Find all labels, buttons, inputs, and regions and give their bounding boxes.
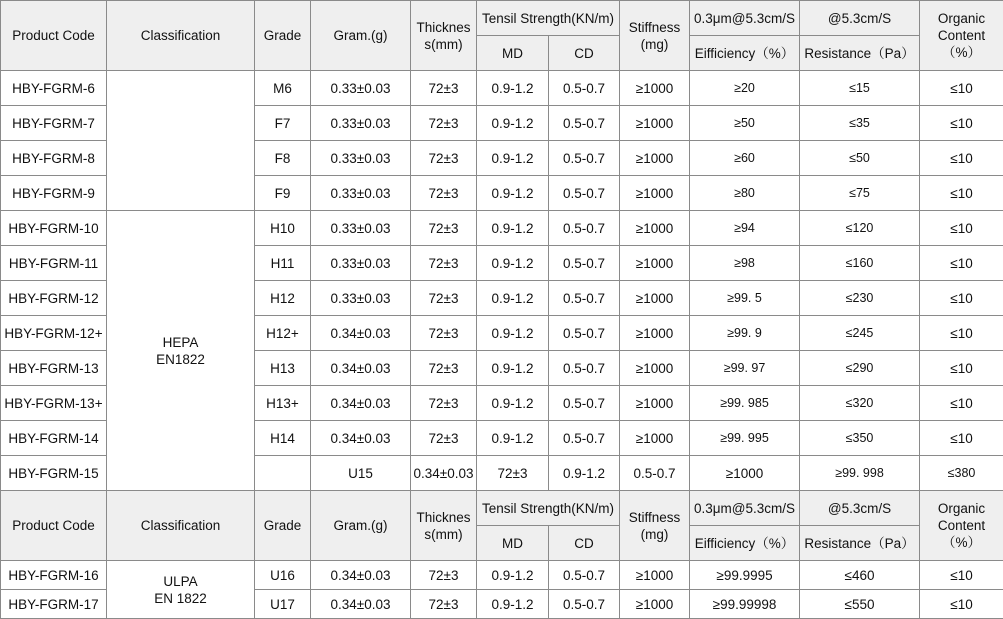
cell-cd: 0.5-0.7 <box>549 281 620 316</box>
cell-cd: 0.5-0.7 <box>549 106 620 141</box>
cell-cd: 0.5-0.7 <box>549 590 620 619</box>
cell-efficiency: ≥99. 995 <box>690 421 800 456</box>
cell-gram: 0.34±0.03 <box>311 351 411 386</box>
header-organic-line3: （%） <box>942 535 982 550</box>
cell-thickness: 72±3 <box>411 246 477 281</box>
header-stiffness-line2: (mg) <box>640 526 669 542</box>
header-organic-content <box>920 1 1003 71</box>
header-organic-line3: （%） <box>942 45 982 60</box>
cell-resistance: ≤245 <box>800 316 920 351</box>
cell-grade: F8 <box>255 141 311 176</box>
header-grade: Grade <box>255 491 311 561</box>
cell-stiffness: ≥1000 <box>620 71 690 106</box>
cell-md: 0.9-1.2 <box>477 561 549 590</box>
header-row-top-repeat <box>1 491 1003 526</box>
cell-resistance: ≤380 <box>920 456 1003 491</box>
header-efficiency-condition: 0.3μm@5.3cm/S <box>690 1 800 36</box>
cell-organic: ≤10 <box>920 316 1003 351</box>
cell-efficiency: ≥94 <box>690 211 800 246</box>
cell-stiffness: ≥1000 <box>620 421 690 456</box>
cell-md: 0.9-1.2 <box>477 71 549 106</box>
cell-md: 0.9-1.2 <box>477 246 549 281</box>
cell-resistance: ≤35 <box>800 106 920 141</box>
cell-classification-ulpa <box>107 561 255 619</box>
cell-stiffness: ≥1000 <box>620 561 690 590</box>
header-gram: Gram.(g) <box>311 1 411 71</box>
header-organic-content <box>920 491 1003 561</box>
cell-efficiency: ≥98 <box>690 246 800 281</box>
cell-grade: H13+ <box>255 386 311 421</box>
cell-product-code: HBY-FGRM-17 <box>1 590 107 619</box>
cell-cd: 0.5-0.7 <box>549 561 620 590</box>
cell-efficiency: ≥80 <box>690 176 800 211</box>
classification-ulpa-line1: ULPA <box>163 573 198 589</box>
cell-thickness: 72±3 <box>411 316 477 351</box>
cell-product-code: HBY-FGRM-13+ <box>1 386 107 421</box>
cell-efficiency: ≥99. 9 <box>690 316 800 351</box>
header-efficiency: Eifficiency（%） <box>690 36 800 71</box>
cell-efficiency: ≥99.9995 <box>690 561 800 590</box>
cell-resistance: ≤550 <box>800 590 920 619</box>
cell-efficiency: ≥20 <box>690 71 800 106</box>
cell-gram: 0.33±0.03 <box>311 246 411 281</box>
cell-resistance: ≤160 <box>800 246 920 281</box>
cell-classification-empty <box>255 456 311 491</box>
header-efficiency: Eifficiency（%） <box>690 526 800 561</box>
cell-gram: 0.34±0.03 <box>311 386 411 421</box>
cell-md: 0.9-1.2 <box>477 590 549 619</box>
header-resistance: Resistance（Pa） <box>800 36 920 71</box>
cell-classification-empty <box>107 71 255 211</box>
cell-organic: ≤10 <box>920 386 1003 421</box>
cell-thickness: 72±3 <box>411 590 477 619</box>
cell-stiffness: ≥1000 <box>690 456 800 491</box>
classification-hepa-line1: HEPA <box>162 334 199 350</box>
header-thickness-line1: Thicknes <box>416 19 471 35</box>
cell-gram: 0.34±0.03 <box>311 421 411 456</box>
header-resistance: Resistance（Pa） <box>800 526 920 561</box>
cell-thickness: 72±3 <box>411 421 477 456</box>
header-classification: Classification <box>107 1 255 71</box>
cell-organic: ≤10 <box>920 176 1003 211</box>
cell-stiffness: ≥1000 <box>620 316 690 351</box>
header-thickness <box>411 1 477 71</box>
cell-stiffness: ≥1000 <box>620 386 690 421</box>
cell-grade: M6 <box>255 71 311 106</box>
header-efficiency-condition: 0.3μm@5.3cm/S <box>690 491 800 526</box>
header-stiffness-line1: Stiffness <box>628 19 681 35</box>
cell-thickness: 72±3 <box>411 71 477 106</box>
header-tensile-strength: Tensil Strength(KN/m) <box>477 491 620 526</box>
cell-efficiency: ≥60 <box>690 141 800 176</box>
cell-stiffness: ≥1000 <box>620 351 690 386</box>
cell-gram: 0.33±0.03 <box>311 141 411 176</box>
cell-resistance: ≤120 <box>800 211 920 246</box>
cell-cd: 0.5-0.7 <box>549 71 620 106</box>
classification-hepa-line2: EN1822 <box>156 351 205 367</box>
cell-gram: 0.34±0.03 <box>311 561 411 590</box>
cell-cd: 0.5-0.7 <box>620 456 690 491</box>
cell-grade: H10 <box>255 211 311 246</box>
cell-classification-hepa <box>107 211 255 491</box>
cell-cd: 0.5-0.7 <box>549 386 620 421</box>
cell-gram: 0.33±0.03 <box>311 281 411 316</box>
cell-grade: U17 <box>255 590 311 619</box>
cell-resistance: ≤50 <box>800 141 920 176</box>
header-organic-line2: Content <box>937 518 986 533</box>
cell-thickness: 72±3 <box>477 456 549 491</box>
cell-stiffness: ≥1000 <box>620 106 690 141</box>
cell-cd: 0.5-0.7 <box>549 211 620 246</box>
header-tensile-strength: Tensil Strength(KN/m) <box>477 1 620 36</box>
cell-md: 0.9-1.2 <box>477 386 549 421</box>
cell-grade: H11 <box>255 246 311 281</box>
cell-md: 0.9-1.2 <box>477 316 549 351</box>
header-resistance-condition: @5.3cm/S <box>800 1 920 36</box>
cell-gram: 0.33±0.03 <box>311 106 411 141</box>
cell-resistance: ≤350 <box>800 421 920 456</box>
header-cd: CD <box>549 526 620 561</box>
cell-thickness: 72±3 <box>411 281 477 316</box>
cell-md: 0.9-1.2 <box>477 281 549 316</box>
header-classification: Classification <box>107 491 255 561</box>
cell-organic: ≤10 <box>920 71 1003 106</box>
cell-stiffness: ≥1000 <box>620 590 690 619</box>
header-product-code: Product Code <box>1 1 107 71</box>
header-row-top <box>1 1 1003 36</box>
cell-gram: 0.33±0.03 <box>311 176 411 211</box>
cell-grade: U16 <box>255 561 311 590</box>
cell-md: 0.9-1.2 <box>549 456 620 491</box>
cell-resistance: ≤75 <box>800 176 920 211</box>
header-resistance-condition: @5.3cm/S <box>800 491 920 526</box>
header-stiffness-line2: (mg) <box>640 36 669 52</box>
cell-product-code: HBY-FGRM-12 <box>1 281 107 316</box>
cell-grade: H12+ <box>255 316 311 351</box>
cell-md: 0.9-1.2 <box>477 351 549 386</box>
cell-thickness: 72±3 <box>411 176 477 211</box>
header-thickness-line2: s(mm) <box>424 526 463 542</box>
cell-stiffness: ≥1000 <box>620 246 690 281</box>
header-organic-line1: Organic <box>937 501 986 516</box>
header-md: MD <box>477 36 549 71</box>
header-stiffness <box>620 1 690 71</box>
cell-efficiency: ≥50 <box>690 106 800 141</box>
header-thickness-line2: s(mm) <box>424 36 463 52</box>
classification-ulpa-line2: EN 1822 <box>154 590 207 606</box>
header-stiffness <box>620 491 690 561</box>
cell-grade: F9 <box>255 176 311 211</box>
cell-stiffness: ≥1000 <box>620 176 690 211</box>
header-product-code: Product Code <box>1 491 107 561</box>
cell-resistance: ≤230 <box>800 281 920 316</box>
cell-organic: ≤10 <box>920 351 1003 386</box>
cell-cd: 0.5-0.7 <box>549 246 620 281</box>
cell-grade: H13 <box>255 351 311 386</box>
cell-thickness: 72±3 <box>411 386 477 421</box>
header-organic-line1: Organic <box>937 11 986 26</box>
cell-gram: 0.34±0.03 <box>411 456 477 491</box>
header-stiffness-line1: Stiffness <box>628 509 681 525</box>
cell-cd: 0.5-0.7 <box>549 141 620 176</box>
cell-cd: 0.5-0.7 <box>549 351 620 386</box>
cell-gram: 0.34±0.03 <box>311 590 411 619</box>
cell-organic: ≤10 <box>920 421 1003 456</box>
cell-md: 0.9-1.2 <box>477 421 549 456</box>
cell-efficiency: ≥99. 97 <box>690 351 800 386</box>
cell-organic: ≤10 <box>920 106 1003 141</box>
cell-gram: 0.34±0.03 <box>311 316 411 351</box>
cell-gram: 0.33±0.03 <box>311 71 411 106</box>
cell-product-code: HBY-FGRM-7 <box>1 106 107 141</box>
cell-organic: ≤10 <box>920 211 1003 246</box>
cell-organic: ≤10 <box>920 561 1003 590</box>
header-gram: Gram.(g) <box>311 491 411 561</box>
header-thickness-line1: Thicknes <box>416 509 471 525</box>
cell-product-code: HBY-FGRM-16 <box>1 561 107 590</box>
cell-efficiency: ≥99. 998 <box>800 456 920 491</box>
cell-grade: F7 <box>255 106 311 141</box>
cell-organic: ≤10 <box>920 590 1003 619</box>
header-md: MD <box>477 526 549 561</box>
table-row <box>1 561 1003 590</box>
cell-resistance: ≤460 <box>800 561 920 590</box>
cell-product-code: HBY-FGRM-10 <box>1 211 107 246</box>
cell-gram: 0.33±0.03 <box>311 211 411 246</box>
cell-md: 0.9-1.2 <box>477 106 549 141</box>
cell-cd: 0.5-0.7 <box>549 421 620 456</box>
header-organic-line2: Content <box>937 28 986 43</box>
cell-grade: H14 <box>255 421 311 456</box>
cell-md: 0.9-1.2 <box>477 176 549 211</box>
cell-product-code: HBY-FGRM-8 <box>1 141 107 176</box>
cell-stiffness: ≥1000 <box>620 281 690 316</box>
cell-organic: ≤10 <box>920 141 1003 176</box>
cell-md: 0.9-1.2 <box>477 141 549 176</box>
table-row <box>1 71 1003 106</box>
cell-efficiency: ≥99.99998 <box>690 590 800 619</box>
cell-cd: 0.5-0.7 <box>549 176 620 211</box>
header-grade: Grade <box>255 1 311 71</box>
cell-resistance: ≤320 <box>800 386 920 421</box>
cell-product-code: HBY-FGRM-11 <box>1 246 107 281</box>
cell-product-code: HBY-FGRM-14 <box>1 421 107 456</box>
cell-thickness: 72±3 <box>411 106 477 141</box>
cell-thickness: 72±3 <box>411 141 477 176</box>
cell-grade: H12 <box>255 281 311 316</box>
cell-organic: ≤10 <box>920 281 1003 316</box>
cell-efficiency: ≥99. 985 <box>690 386 800 421</box>
cell-product-code: HBY-FGRM-6 <box>1 71 107 106</box>
cell-thickness: 72±3 <box>411 351 477 386</box>
cell-stiffness: ≥1000 <box>620 211 690 246</box>
cell-thickness: 72±3 <box>411 561 477 590</box>
cell-organic: ≤10 <box>920 246 1003 281</box>
table-row <box>1 211 1003 246</box>
cell-resistance: ≤290 <box>800 351 920 386</box>
cell-product-code: HBY-FGRM-9 <box>1 176 107 211</box>
cell-product-code: HBY-FGRM-15 <box>1 456 107 491</box>
cell-product-code: HBY-FGRM-13 <box>1 351 107 386</box>
cell-product-code: HBY-FGRM-12+ <box>1 316 107 351</box>
cell-cd: 0.5-0.7 <box>549 316 620 351</box>
cell-thickness: 72±3 <box>411 211 477 246</box>
cell-md: 0.9-1.2 <box>477 211 549 246</box>
header-cd: CD <box>549 36 620 71</box>
cell-stiffness: ≥1000 <box>620 141 690 176</box>
cell-efficiency: ≥99. 5 <box>690 281 800 316</box>
cell-grade: U15 <box>311 456 411 491</box>
cell-resistance: ≤15 <box>800 71 920 106</box>
header-thickness <box>411 491 477 561</box>
